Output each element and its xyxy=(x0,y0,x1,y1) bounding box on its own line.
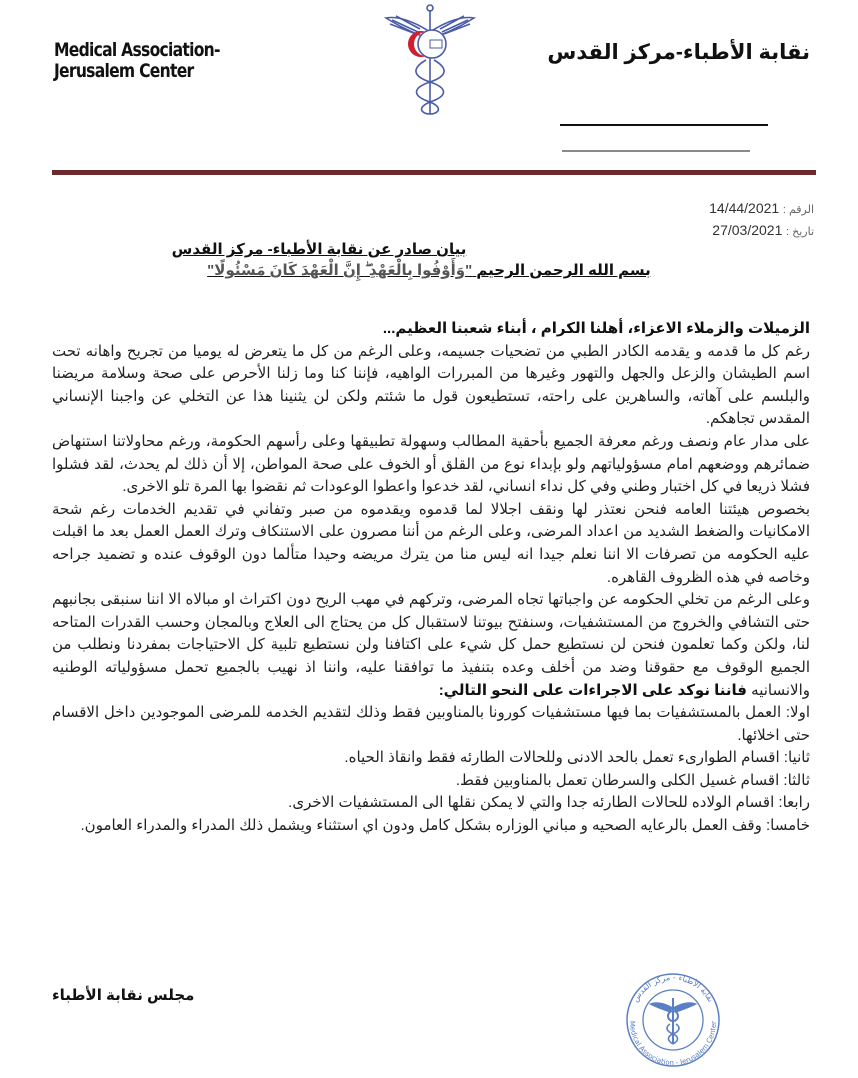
document-headings xyxy=(0,240,858,282)
date-label: تاريخ : xyxy=(786,226,814,238)
date-value: 27/03/2021 xyxy=(712,222,783,238)
statement-body xyxy=(52,318,810,838)
header-divider xyxy=(52,170,816,175)
measure-item: اولا: العمل بالمستشفيات بما فيها مستشفيات كورونا بالمناوبين فقط وذلك لتقديم الخدمه للمرضى الموجودين داخل الاقسام حتى اخلائها. xyxy=(52,704,810,744)
measure-item: خامسا: وقف العمل بالرعايه الصحيه و مباني الوزاره بشكل كامل ودون اي استثناء ويشمل ذلك المدراء والمدراء العامون. xyxy=(80,817,810,835)
paragraph-text: وعلى الرغم من تخلي الحكومه عن واجباتها تجاه المرضى، وتركهم في مهب الريح دون اكتراث او مبالاه الا اننا سنبقى بجانبهم حتى التشافي والخروج من المستشفيات، وسنفتح بيوتنا لاستقبال كل من يحتاج الى العلاج وبالمجان وحسب القدرات المتاحه لنا، ولكن وكما تعلمون فنحن لن نستطيع حمل كل شيء على اكتافنا ولن نستطيع تلبية كل الاحتياجات بمفردنا ونطلب من الجميع الوقوف مع حقوقنا وضد من أخلف وعده بتنفيذ ما توافقنا عليه، واننا اذ نهيب بالجميع تحمل مسؤولياته الوطنيه والانسانيه xyxy=(52,591,810,699)
org-name-arabic: نقابة الأطباء-مركز القدس xyxy=(547,41,810,64)
caduceus-stamp-icon xyxy=(608,970,738,1070)
ref-number xyxy=(709,198,814,220)
stamp-text-en: Medical Association - Jerusalem Center xyxy=(627,1020,719,1068)
paragraph xyxy=(52,589,810,702)
document-meta xyxy=(709,198,814,242)
measure-item: ثالثا: اقسام غسيل الكلى والسرطان تعمل بالمناوبين فقط. xyxy=(455,771,810,789)
measure-item: رابعا: اقسام الولاده للحالات الطارئه جدا والتي لا يمكن نقلها الى المستشفيات الاخرى. xyxy=(288,794,810,812)
basmala: بسم الله الرحمن الرحيم xyxy=(476,262,651,279)
ref-label: الرقم : xyxy=(782,204,814,216)
caduceus-red-crescent-icon xyxy=(382,2,478,118)
quran-verse: "وَأَوْفُوا بِالْعَهْدِ ۖ إِنَّ الْعَهْدَ كَانَ مَسْئُولًا" xyxy=(207,262,473,279)
blank-line-bottom xyxy=(562,150,750,152)
basmala-line xyxy=(0,260,858,282)
blank-line-top xyxy=(560,124,768,126)
measures-intro: فاننا نوكد على الاجراءات على النحو التالي: xyxy=(438,681,747,699)
ref-value: 14/44/2021 xyxy=(709,200,780,216)
paragraph: بخصوص هيئتنا العامه فنحن نعتذر لها ونقف اجلالا لما قدموه ويقدموه من صبر وتفاني في تقديم الخدمات رغم شحة الامكانيات والضغط الشديد من اعداد المرضى، وعلى الرغم من أننا مصرون على الاستنكاف وترك العمل العمل بعد ما اقبلت عليه الحكومه من تصرفات الا اننا نعلم جيدا انه ليس منا من يترك مريضه وحيدا متألما دون الوقوف عنده و تضميد جراحه وخاصه في هذه الظروف القاهره. xyxy=(52,500,810,586)
statement-title: بيان صادر عن نقابة الأطباء- مركز القدس xyxy=(171,241,467,258)
signature: مجلس نقابة الأطباء xyxy=(52,987,195,1004)
doc-date xyxy=(709,220,814,242)
paragraph: رغم كل ما قدمه و يقدمه الكادر الطبي من تضحيات جسيمه، وعلى الرغم من كل ما يتعرض له يوميا من تجريح واهانه تحت اسم الطيشان والزعل والجهل والتهور وغيرها من المبررات الواهيه، فإننا كنا وما زلنا الأحرص على صحة وسلامة مريضنا والبلسم على آهاته، والساهرين على راحته، تستطيعون قول ما شئتم ولكن لن يثنينا هذا عن التخلي عن واجبنا الإنساني المقدس تجاهكم. xyxy=(52,342,810,428)
org-name-english: Medical Association-Jerusalem Center xyxy=(54,39,220,82)
measure-item: ثانيا: اقسام الطوارىء تعمل بالحد الادنى وللحالات الطارئه فقط وانقاذ الحياه. xyxy=(344,749,810,767)
stamp-text-ar: نقابة الأطباء - مركز القدس xyxy=(630,972,716,1004)
paragraph: على مدار عام ونصف ورغم معرفة الجميع بأحقية المطالب وسهولة تطبيقها وعلى رأسهم الحكومة، ورغم محاولاتنا استنهاض ضمائرهم ووضعهم امام مسؤولياتهم ولو بإبداء نوع من القلق أو الخوف على صحة المواطن، إلا أن ذلك لم يحدث، لقد فشلوا فشلا ذريعا في كل اختبار وطني وفي كل نداء انساني، لقد خدعوا واعطوا الوعودات ثم نقضوا بها المرة تلو الاخرى. xyxy=(52,432,810,496)
greeting: الزميلات والزملاء الاعزاء، أهلنا الكرام ، أبناء شعبنا العظيم... xyxy=(382,320,810,337)
